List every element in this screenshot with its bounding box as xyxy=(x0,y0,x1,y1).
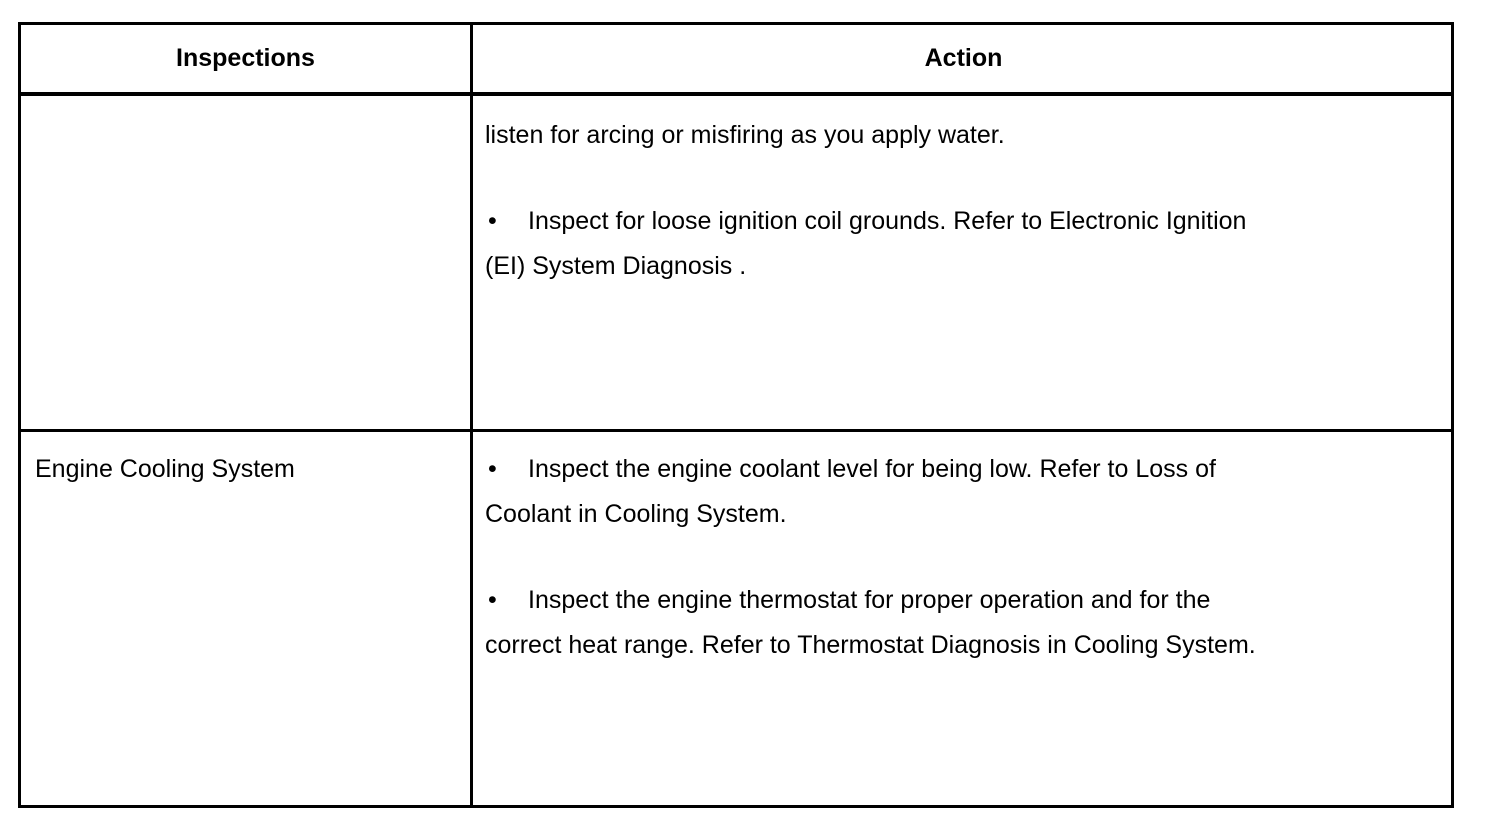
bullet-text-line2: correct heat range. Refer to Thermostat Diagnosis in Cooling System. xyxy=(485,631,1256,659)
bullet-text-line1: Inspect the engine coolant level for being low. Refer to Loss of xyxy=(528,455,1216,483)
header-rule xyxy=(21,92,1451,96)
header-inspections: Inspections xyxy=(176,44,315,72)
bullet-text-line2: Coolant in Cooling System. xyxy=(485,500,787,528)
header-action: Action xyxy=(924,44,1003,72)
action-continuation-text: listen for arcing or misfiring as you apply water. xyxy=(485,121,1005,149)
bullet-glyph: • xyxy=(488,207,497,235)
inspection-table xyxy=(18,22,1454,808)
column-divider xyxy=(470,25,473,805)
bullet-text-line1: Inspect for loose ignition coil grounds. Refer to Electronic Ignition xyxy=(528,207,1247,235)
row-divider xyxy=(21,429,1451,432)
action-bullet-item xyxy=(485,199,1246,289)
row2-action-cell xyxy=(485,447,1256,668)
action-bullet-item xyxy=(485,447,1256,537)
bullet-text-line2: (EI) System Diagnosis . xyxy=(485,252,747,280)
bullet-glyph: • xyxy=(488,586,497,614)
bullet-glyph: • xyxy=(488,455,497,483)
row1-action-cell xyxy=(485,113,1246,289)
bullet-text-line1: Inspect the engine thermostat for proper operation and for the xyxy=(528,586,1211,614)
action-bullet-item xyxy=(485,578,1256,668)
row2-inspection-cell: Engine Cooling System xyxy=(35,455,295,483)
